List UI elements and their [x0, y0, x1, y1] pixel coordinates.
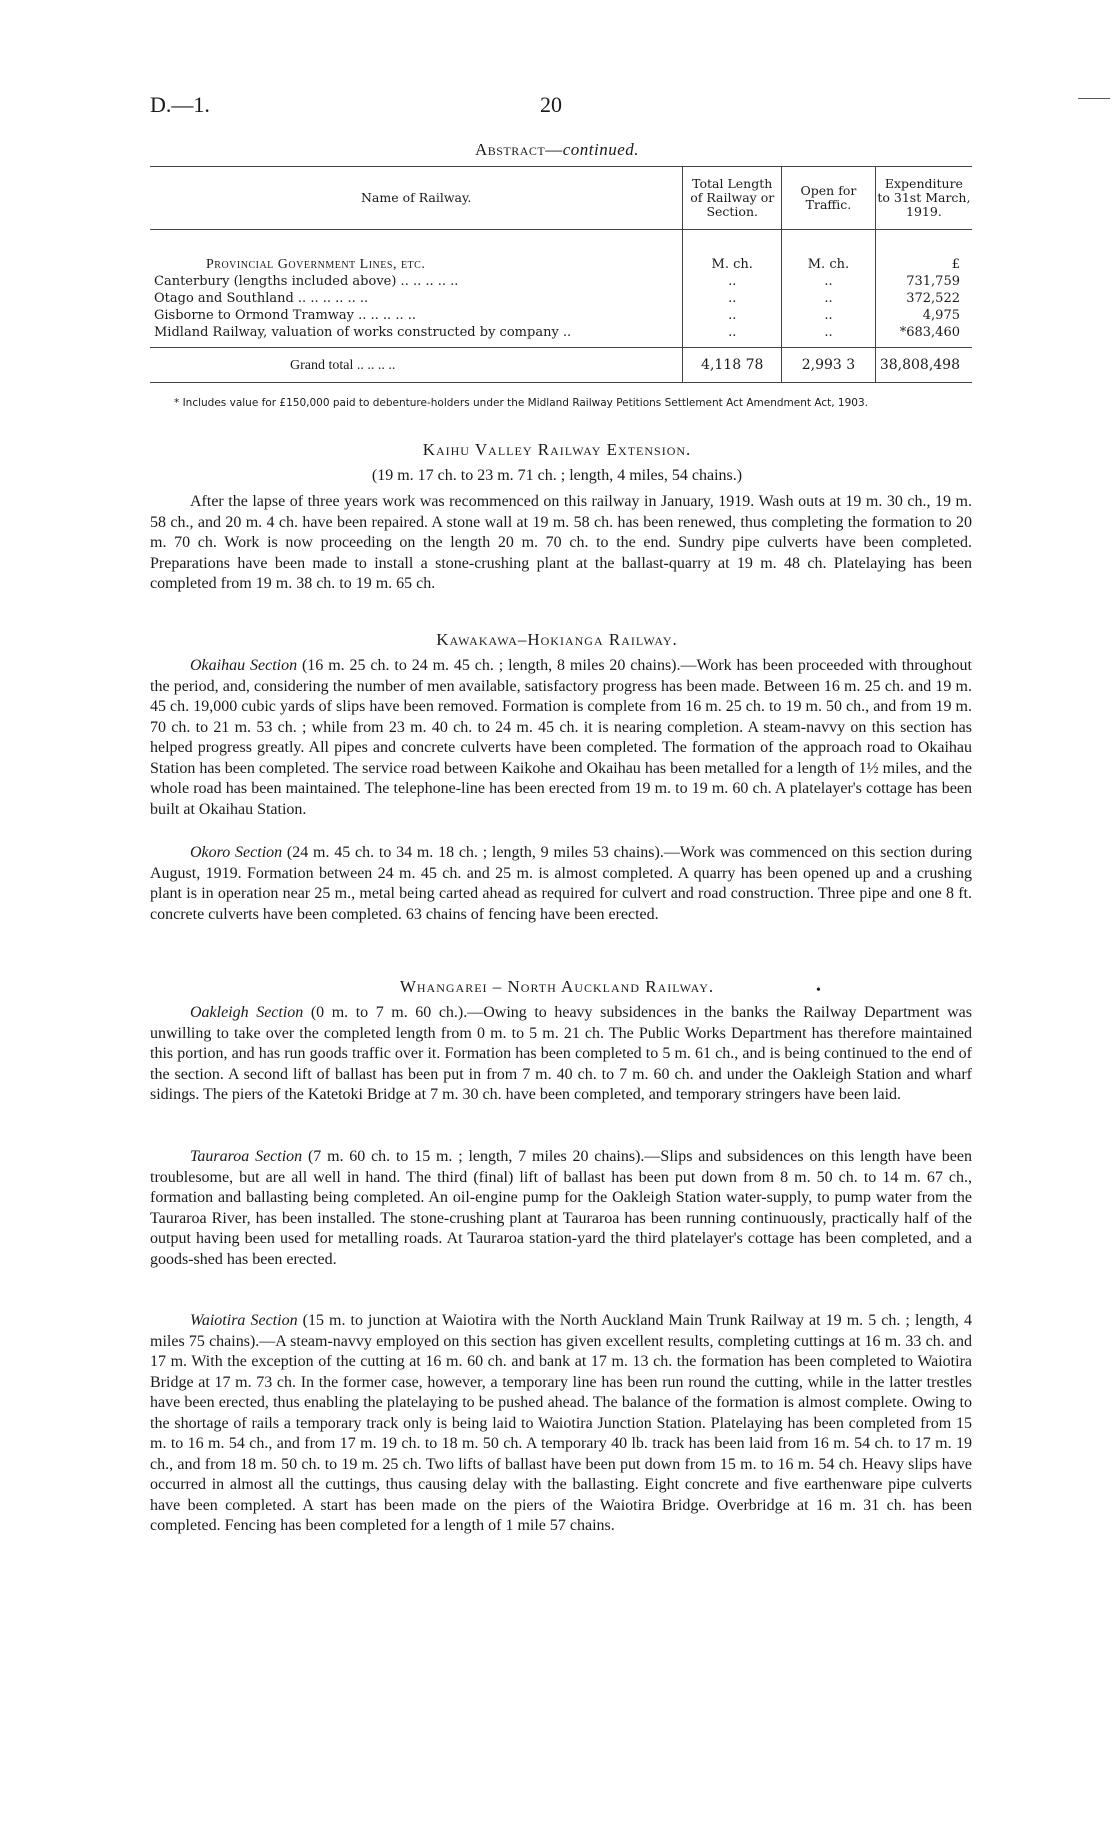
units-length: M. ch. [683, 256, 782, 273]
tauraroa-section-text: (7 m. 60 ch. to 15 m. ; length, 7 miles 20 chains).—Slips and subsidences on this length have been troublesome, but are all well in hand. The third (final) lift of ballast has been put down from 8 m. 50 ch. to 14 m. 67 ch., formation and ballasting being completed. An oil-engine pump for the Oakleigh Station water-supply, to pump water from the Tauraroa River, has been installed. The stone-crushing plant at Tauraroa has been running continuously, practically half of the output having been used for metalling roads. At Tauraroa station-yard the third platelayer's cottage has been completed, and a goods-shed has been erected. [150, 1148, 972, 1268]
total-label: Grand total .. .. .. .. [150, 348, 683, 383]
row-length: .. [683, 273, 782, 290]
header-total-length: Total Length of Railway or Section. [683, 167, 782, 230]
section-title: Provincial Government Lines, etc. [206, 257, 426, 272]
waiotira-section-text: (15 m. to junction at Waiotira with the North Auckland Main Trunk Railway at 19 m. 5 ch. ; length, 4 miles 75 chains).—A steam-navvy employed on this section has given excellent results, completing cuttings at 16 m. 33 ch. and 17 m. With the exception of the cutting at 16 m. 60 ch. and bank at 17 m. 13 ch. the formation has been completed to Waiotira Bridge at 17 m. 73 ch. In the former case, however, a temporary line has been run round the cutting, while in the latter trestles have been erected, thus enabling the platelaying to be pushed ahead. The balance of the formation is almost complete. Owing to the shortage of rails a temporary track only is being laid to Waiotira Junction Station. Platelaying has been completed from 15 m. to 16 m. 54 ch., and from 17 m. 19 ch. to 18 m. 50 ch. A temporary 40 lb. track has been laid from 16 m. 54 ch. to 17 m. 19 ch., and from 18 m. 50 ch. to 19 m. 25 ch. Two lifts of ballast have been put down from 15 m. to 16 m. 54 ch. Heavy slips have occurred in almost all the cuttings, thus causing delay with the ballasting. Eight concrete and five earthenware pipe culverts have been completed. A start has been made on the piers of the Waiotira Bridge. Overbridge at 16 m. 31 ch. has been completed. Fencing has been completed for a length of 1 mile 57 chains. [150, 1312, 972, 1534]
abstract-title [0, 140, 1114, 160]
table-row [150, 290, 972, 307]
kawakawa-heading: Kawakawa–Hokianga Railway. [436, 630, 678, 649]
row-name: Gisborne to Ormond Tramway .. .. .. .. .. [154, 308, 416, 323]
table-row [150, 307, 972, 324]
row-length: .. [683, 290, 782, 307]
row-open: .. [782, 307, 876, 324]
table-footnote: * Includes value for £150,000 paid to debenture-holders under the Midland Railway Petitions Settlement Act Amendment Act, 1903. [174, 397, 868, 409]
total-open: 2,993 3 [782, 348, 876, 383]
margin-mark [1078, 98, 1110, 99]
units-open: M. ch. [782, 256, 876, 273]
row-open: .. [782, 273, 876, 290]
row-open: .. [782, 324, 876, 348]
kaihu-subhead: (19 m. 17 ch. to 23 m. 71 ch. ; length, 4 miles, 54 chains.) [371, 467, 743, 484]
oakleigh-paragraph [150, 1003, 972, 1106]
table-row [150, 273, 972, 290]
kaihu-paragraph: After the lapse of three years work was recommenced on this railway in January, 1919. Wash outs at 19 m. 30 ch., 19 m. 58 ch., and 20 m. 4 ch. have been repaired. A stone wall at 19 m. 58 ch. has been renewed, thus completing the formation to 20 m. 70 ch. Work is now proceeding on the length 20 m. 70 ch. to the end. Sundry pipe culverts have been completed. Preparations have been made to install a stone-crushing plant at the ballast-quarry at 19 m. 48 ch. Platelaying has been completed from 19 m. 38 ch. to 19 m. 65 ch. [150, 493, 972, 592]
table-total-row [150, 348, 972, 383]
stray-mark: • [816, 983, 821, 998]
row-expenditure: 372,522 [875, 290, 972, 307]
table-spacer-row [150, 230, 972, 257]
units-expenditure: £ [875, 256, 972, 273]
row-open: .. [782, 290, 876, 307]
table-header-row [150, 167, 972, 230]
table-row [150, 324, 972, 348]
okoro-section-title: Okoro Section [190, 844, 283, 861]
header-open-for-traffic: Open for Traffic. [782, 167, 876, 230]
page-number: 20 [540, 92, 562, 117]
oakleigh-section-text: (0 m. to 7 m. 60 ch.).—Owing to heavy subsidences in the banks the Railway Department was unwilling to take over the completed length from 0 m. to 5 m. 21 ch. The Public Works Department has therefore maintained this portion, and has run goods traffic over it. Formation has been completed to 5 m. 61 ch., and is being continued to the end of the section. A second lift of ballast has been put in from 7 m. 40 ch. to 7 m. 60 ch. and under the Oakleigh Station and wharf sidings. The piers of the Katetoki Bridge at 7 m. 30 ch. have been completed, and temporary stringers have been laid. [150, 1004, 972, 1103]
abstract-title-cont: continued. [562, 140, 640, 159]
row-expenditure: *683,460 [875, 324, 972, 348]
okoro-paragraph [150, 843, 972, 925]
row-name: Canterbury (lengths included above) .. .. .. .. .. [154, 274, 459, 289]
row-expenditure: 731,759 [875, 273, 972, 290]
total-length: 4,118 78 [683, 348, 782, 383]
oakleigh-section-title: Oakleigh Section [190, 1004, 304, 1021]
document-reference: D.—1. [150, 92, 210, 117]
row-length: .. [683, 324, 782, 348]
row-expenditure: 4,975 [875, 307, 972, 324]
abstract-table [150, 166, 972, 383]
tauraroa-paragraph [150, 1147, 972, 1270]
abstract-title-main: Abstract [474, 140, 546, 159]
header-expenditure: Expenditure to 31st March, 1919. [875, 167, 972, 230]
abstract-title-sep: — [545, 140, 563, 159]
row-name: Midland Railway, valuation of works constructed by company .. [154, 325, 572, 340]
table-section-row [150, 256, 972, 273]
waiotira-paragraph [150, 1311, 972, 1537]
whangarei-heading: Whangarei – North Auckland Railway. [399, 977, 715, 996]
okaihau-paragraph [150, 656, 972, 820]
header-name-of-railway: Name of Railway. [150, 167, 683, 230]
okaihau-section-text: (16 m. 25 ch. to 24 m. 45 ch. ; length, 8 miles 20 chains).—Work has been proceeded with throughout the period, and, considering the number of men available, satisfactory progress has been made. Between 16 m. 25 ch. and 19 m. 45 ch. 19,000 cubic yards of slips have been removed. Formation is complete from 16 m. 25 ch. to 19 m. 50 ch., and from 19 m. 70 ch. to 21 m. 53 ch. ; while from 23 m. 40 ch. to 24 m. 45 ch. it is nearing completion. A steam-navvy on this section has helped progress greatly. All pipes and concrete culverts have been completed. The formation of the approach road to Okaihau Station has been completed. The service road between Kaikohe and Okaihau has been metalled for a length of 1½ miles, and the whole road has been maintained. The telephone-line has been erected from 19 m. to 19 m. 60 ch. A platelayer's cottage has been built at Okaihau Station. [150, 657, 973, 818]
okaihau-section-title: Okaihau Section [190, 657, 298, 674]
row-length: .. [683, 307, 782, 324]
total-expenditure: 38,808,498 [875, 348, 972, 383]
kaihu-heading: Kaihu Valley Railway Extension. [422, 440, 692, 459]
waiotira-section-title: Waiotira Section [190, 1312, 298, 1329]
okoro-section-text: (24 m. 45 ch. to 34 m. 18 ch. ; length, 9 miles 53 chains).—Work was commenced on this section during August, 1919. Formation between 24 m. 45 ch. and 25 m. is almost completed. A quarry has been opened up and a crushing plant is in operation near 25 m., metal being carted ahead as required for culvert and road construction. Three pipe and one 8 ft. concrete culverts have been completed. 63 chains of fencing have been erected. [150, 844, 972, 923]
tauraroa-section-title: Tauraroa Section [190, 1148, 303, 1165]
row-name: Otago and Southland .. .. .. .. .. .. [154, 291, 369, 306]
